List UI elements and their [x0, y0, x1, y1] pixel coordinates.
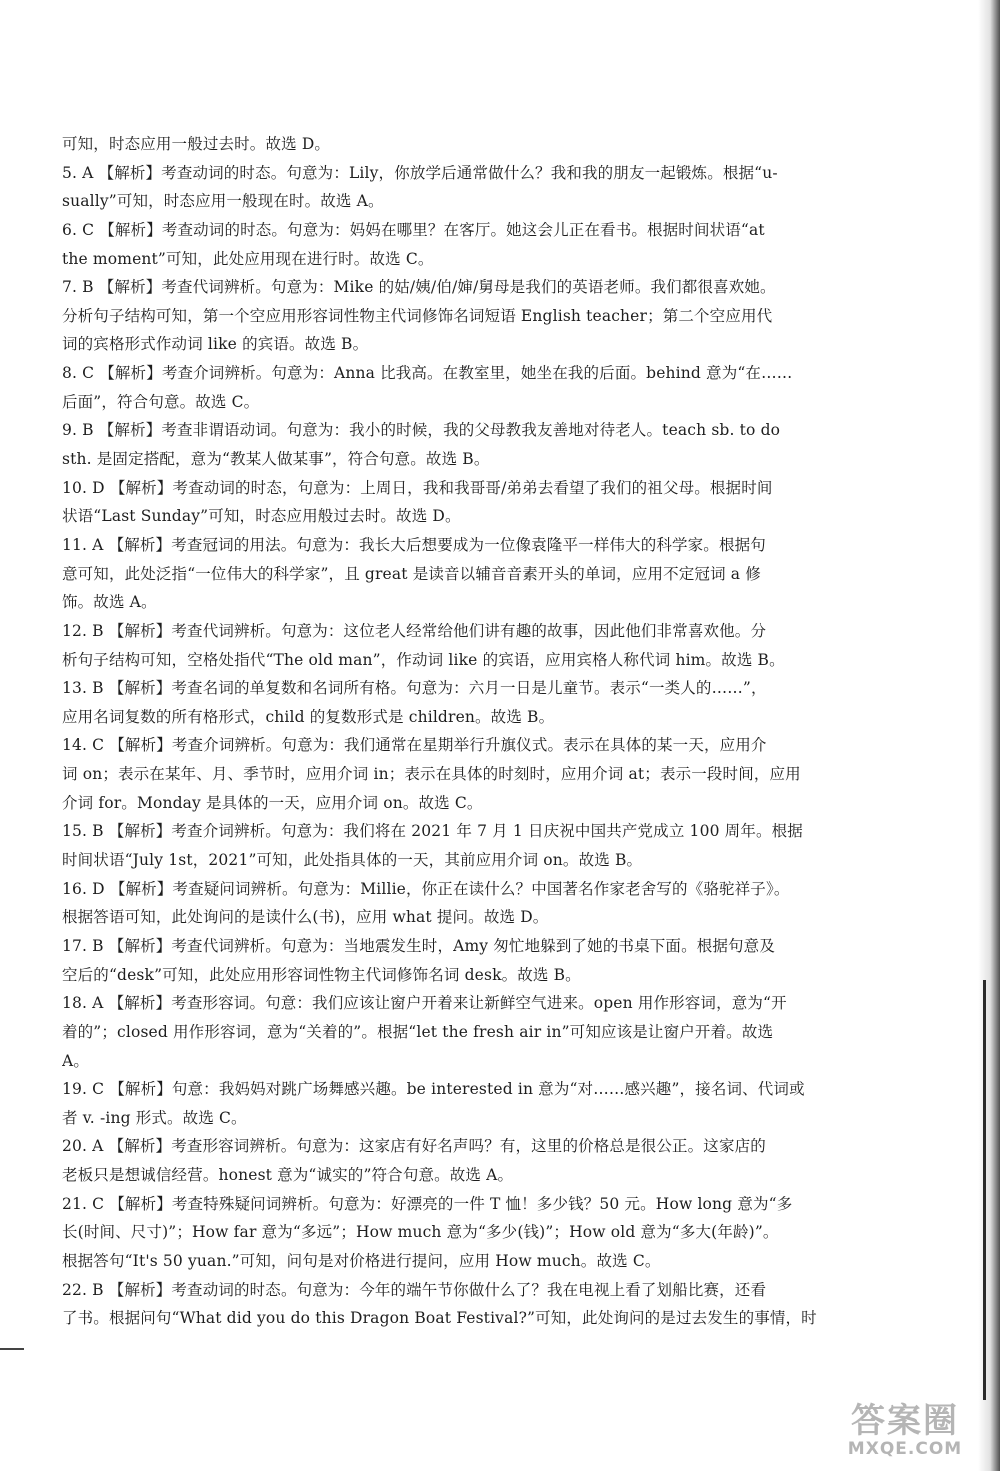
watermark-logo: 答案圈 — [851, 1401, 959, 1441]
answer-19-line-1: 19. C 【解析】句意：我妈妈对跳广场舞感兴趣。be interested in 意为“对……感兴趣”，接名词、代词或 — [62, 1080, 805, 1099]
answer-22-line-1: 22. B 【解析】考查动词的时态。句意为：今年的端午节你做什么了？我在电视上看了划船比赛，还看 — [62, 1280, 767, 1299]
answer-11-line-2: 意可知，此处泛指“一位伟大的科学家”，且 great 是读音以辅音音素开头的单词，应用不定冠词 a 修 — [62, 564, 761, 583]
answer-11-line-3: 饰。故选 A。 — [62, 593, 157, 612]
answer-14-line-2: 词 on；表示在某年、月、季节时，应用介词 in；表示在具体的时刻时，应用介词 at；表示一段时间，应用 — [62, 765, 801, 784]
answer-14-line-3: 介词 for。Monday 是具体的一天，应用介词 on。故选 C。 — [62, 793, 483, 812]
answer-5-line-2: sually”可知，时态应用一般现在时。故选 A。 — [62, 192, 384, 211]
answer-15-line-1: 15. B 【解析】考查介词辨析。句意为：我们将在 2021 年 7 月 1 日庆祝中国共产党成立 100 周年。根据 — [62, 822, 803, 841]
answer-7-line-1: 7. B 【解析】考查代词辨析。句意为：Mike 的姑/姨/伯/婶/舅母是我们的英语老师。我们都很喜欢她。 — [62, 278, 776, 297]
answer-9-line-1: 9. B 【解析】考查非谓语动词。句意为：我小的时候，我的父母教我友善地对待老人。teach sb. to do — [62, 421, 781, 440]
page-edge-shadow — [978, 0, 1000, 1471]
answer-14-line-1: 14. C 【解析】考查介词辨析。句意为：我们通常在星期举行升旗仪式。表示在具体的某一天，应用介 — [62, 736, 767, 755]
answer-20-line-2: 老板只是想诚信经营。honest 意为“诚实的”符合句意。故选 A。 — [62, 1166, 514, 1185]
page-margin-mark — [0, 1348, 24, 1350]
answer-18-line-3: A。 — [62, 1051, 89, 1070]
answer-12-line-1: 12. B 【解析】考查代词辨析。句意为：这位老人经常给他们讲有趣的故事，因此他们非常喜欢他。分 — [62, 621, 767, 640]
answer-16-line-2: 根据答语可知，此处询问的是读什么(书)，应用 what 提问。故选 D。 — [62, 908, 549, 927]
answer-21-line-3: 根据答句“It's 50 yuan.”可知，问句是对价格进行提问，应用 How much。故选 C。 — [62, 1251, 661, 1270]
answer-21-line-1: 21. C 【解析】考查特殊疑问词辨析。句意为：好漂亮的一件 T 恤！多少钱？50 元。How long 意为“多 — [62, 1194, 793, 1213]
answer-22-line-2: 了书。根据问句“What did you do this Dragon Boat Festival?”可知，此处询问的是过去发生的事情，时 — [62, 1309, 817, 1328]
answer-17-line-1: 17. B 【解析】考查代词辨析。句意为：当地震发生时，Amy 匆忙地躲到了她的书桌下面。根据句意及 — [62, 936, 775, 955]
answer-10-line-1: 10. D 【解析】考查动词的时态，句意为：上周日，我和我哥哥/弟弟去看望了我们的祖父母。根据时间 — [62, 478, 773, 497]
answer-20-line-1: 20. A 【解析】考查形容词辨析。句意为：这家店有好名声吗？有，这里的价格总是很公正。这家店的 — [62, 1137, 766, 1156]
answer-6-line-1: 6. C 【解析】考查动词的时态。句意为：妈妈在哪里？在客厅。她这会儿正在看书。根据时间状语“at — [62, 220, 765, 239]
answer-8-line-1: 8. C 【解析】考查介词辨析。句意为：Anna 比我高。在教室里，她坐在我的后面。behind 意为“在…… — [62, 364, 793, 383]
answer-7-line-3: 词的宾格形式作动词 like 的宾语。故选 B。 — [62, 335, 369, 354]
text-line: 可知，时态应用一般过去时。故选 D。 — [62, 135, 331, 153]
binding-edge-line — [983, 980, 986, 1400]
answer-9-line-2: sth. 是固定搭配，意为“教某人做某事”，符合句意。故选 B。 — [62, 450, 490, 469]
answer-18-line-2: 着的”；closed 用作形容词，意为“关着的”。根据“let the fresh air in”可知应该是让窗户开着。故选 — [62, 1022, 774, 1041]
answer-6-line-2: the moment”可知，此处应用现在进行时。故选 C。 — [62, 249, 434, 268]
answer-13-line-2: 应用名词复数的所有格形式，child 的复数形式是 children。故选 B。 — [62, 707, 555, 726]
answer-19-line-2: 者 v. -ing 形式。故选 C。 — [62, 1108, 247, 1127]
answer-10-line-2: 状语“Last Sunday”可知，时态应用般过去时。故选 D。 — [62, 507, 461, 526]
answer-15-line-2: 时间状语“July 1st，2021”可知，此处指具体的一天，其前应用介词 on。故选 B。 — [62, 851, 643, 870]
answer-16-line-1: 16. D 【解析】考查疑问词辨析。句意为：Millie，你正在读什么？中国著名作家老舍写的《骆驼祥子》。 — [62, 879, 790, 898]
site-watermark — [830, 1403, 980, 1463]
answer-17-line-2: 空后的“desk”可知，此处应用形容词性物主代词修饰名词 desk。故选 B。 — [62, 965, 581, 984]
answer-5-line-1: 5. A 【解析】考查动词的时态。句意为：Lily，你放学后通常做什么？我和我的朋友一起锻炼。根据“u- — [62, 163, 778, 182]
answer-13-line-1: 13. B 【解析】考查名词的单复数和名词所有格。句意为：六月一日是儿童节。表示“一类人的……”， — [62, 679, 767, 698]
answer-7-line-2: 分析句子结构可知，第一个空应用形容词性物主代词修饰名词短语 English teacher；第二个空应用代 — [62, 306, 773, 325]
answer-21-line-2: 长(时间、尺寸)”；How far 意为“多远”；How much 意为“多少(钱)”；How old 意为“多大(年龄)”。 — [62, 1223, 779, 1242]
watermark-url: MXQE.COM — [847, 1439, 963, 1459]
answer-11-line-1: 11. A 【解析】考查冠词的用法。句意为：我长大后想要成为一位像袁隆平一样伟大的科学家。根据句 — [62, 535, 766, 554]
answer-18-line-1: 18. A 【解析】考查形容词。句意：我们应该让窗户开着来让新鲜空气进来。open 用作形容词，意为“开 — [62, 994, 787, 1013]
answer-8-line-2: 后面”，符合句意。故选 C。 — [62, 392, 260, 411]
answer-12-line-2: 析句子结构可知，空格处指代“The old man”，作动词 like 的宾语，应用宾格人称代词 him。故选 B。 — [62, 650, 785, 669]
answer-explanations — [62, 130, 902, 1333]
